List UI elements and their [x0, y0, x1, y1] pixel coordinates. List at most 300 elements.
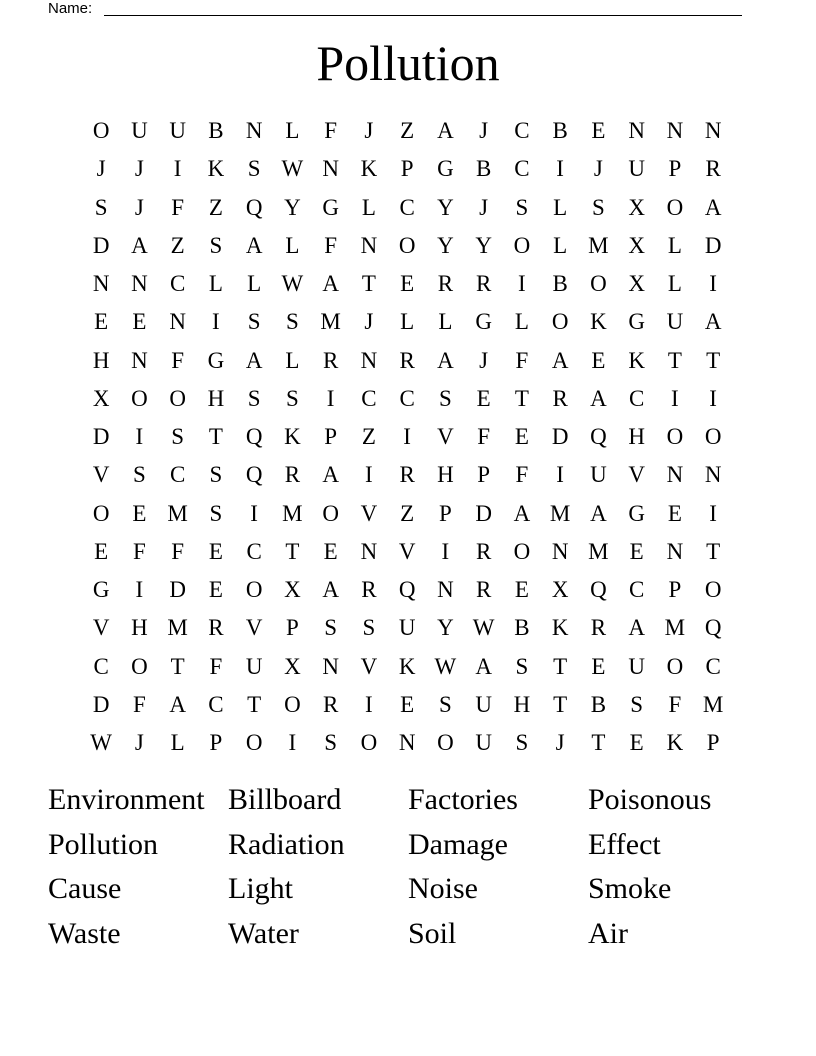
grid-letter[interactable]: R	[399, 347, 415, 373]
grid-letter[interactable]: J	[364, 309, 374, 335]
grid-letter[interactable]: S	[630, 691, 644, 717]
grid-letter[interactable]: S	[285, 309, 299, 335]
grid-letter[interactable]: L	[553, 232, 568, 258]
grid-letter[interactable]: H	[628, 424, 645, 450]
grid-letter[interactable]: N	[360, 347, 378, 373]
grid-letter[interactable]: F	[132, 691, 146, 717]
grid-letter[interactable]: O	[666, 194, 684, 220]
grid-letter[interactable]: J	[134, 156, 144, 182]
grid-letter[interactable]: J	[479, 118, 489, 144]
grid-letter[interactable]: E	[400, 691, 415, 717]
grid-letter[interactable]: S	[247, 309, 261, 335]
word-bank-item: Waste	[48, 916, 121, 950]
grid-letter[interactable]: Q	[704, 615, 722, 641]
grid-letter[interactable]: O	[245, 577, 263, 603]
grid-letter[interactable]: L	[667, 271, 682, 297]
grid-letter[interactable]: Q	[590, 577, 607, 603]
grid-letter[interactable]: I	[365, 462, 373, 488]
grid-letter[interactable]: C	[93, 653, 109, 679]
grid-letter[interactable]: O	[590, 271, 607, 297]
grid-letter[interactable]: U	[475, 730, 492, 756]
grid-letter[interactable]: D	[169, 577, 186, 603]
name-field[interactable]	[48, 0, 742, 18]
grid-letter[interactable]: U	[628, 653, 645, 679]
grid-letter[interactable]: P	[668, 156, 682, 182]
grid-letter[interactable]: T	[170, 653, 185, 679]
grid-letter[interactable]: D	[92, 424, 110, 450]
grid-letter[interactable]: A	[475, 653, 492, 679]
grid-letter[interactable]: G	[207, 347, 225, 373]
grid-letter[interactable]: R	[322, 347, 339, 373]
grid-letter[interactable]: E	[323, 538, 338, 564]
grid-letter[interactable]: F	[171, 194, 185, 220]
grid-letter[interactable]: S	[132, 462, 146, 488]
word-bank-item: Pollution	[48, 827, 159, 861]
grid-letter[interactable]: N	[628, 118, 645, 144]
grid-letter[interactable]: C	[514, 118, 530, 144]
grid-letter[interactable]: O	[704, 577, 722, 603]
grid-letter[interactable]: Y	[437, 194, 454, 220]
grid-letter[interactable]: L	[208, 271, 223, 297]
grid-letter[interactable]: T	[553, 691, 568, 717]
grid-letter[interactable]: D	[475, 500, 492, 526]
grid-letter[interactable]: T	[591, 730, 606, 756]
grid-letter[interactable]: V	[628, 462, 645, 488]
grid-letter[interactable]: U	[590, 462, 607, 488]
grid-letter[interactable]: F	[515, 462, 529, 488]
grid-letter[interactable]: R	[437, 271, 454, 297]
word-bank-item: Damage	[408, 827, 508, 861]
grid-letter[interactable]: B	[208, 118, 224, 144]
grid-letter[interactable]: I	[441, 538, 450, 564]
grid-letter[interactable]: V	[437, 424, 454, 450]
grid-letter[interactable]: I	[288, 730, 297, 756]
grid-letter[interactable]: A	[245, 347, 263, 373]
grid-letter[interactable]: O	[92, 500, 110, 526]
grid-letter[interactable]: U	[628, 156, 645, 182]
grid-letter[interactable]: N	[704, 118, 722, 144]
grid-letter[interactable]: A	[437, 118, 454, 144]
grid-letter[interactable]: C	[628, 577, 645, 603]
grid-letter[interactable]: U	[398, 615, 416, 641]
grid-letter[interactable]: E	[667, 500, 682, 526]
grid-letter[interactable]: V	[398, 538, 416, 564]
grid-letter[interactable]: A	[437, 347, 454, 373]
grid-letter[interactable]: I	[135, 424, 144, 450]
grid-letter[interactable]: F	[324, 118, 338, 144]
grid-letter[interactable]: O	[169, 385, 186, 411]
grid-letter[interactable]: L	[667, 232, 682, 258]
grid-letter[interactable]: P	[477, 462, 491, 488]
grid-letter[interactable]: M	[588, 232, 609, 258]
grid-letter[interactable]: L	[247, 271, 262, 297]
grid-letter[interactable]: Q	[245, 424, 263, 450]
grid-letter[interactable]: J	[593, 156, 603, 182]
grid-letter[interactable]: V	[92, 462, 110, 488]
grid-letter[interactable]: Y	[284, 194, 301, 220]
grid-letter[interactable]: X	[284, 653, 301, 679]
grid-letter[interactable]: I	[709, 271, 717, 297]
grid-letter[interactable]: K	[628, 347, 645, 373]
grid-letter[interactable]: R	[705, 156, 721, 182]
grid-letter[interactable]: N	[666, 118, 684, 144]
grid-letter[interactable]: L	[400, 309, 415, 335]
grid-letter[interactable]: O	[551, 309, 569, 335]
grid-letter[interactable]: I	[403, 424, 411, 450]
grid-letter[interactable]: S	[247, 156, 261, 182]
grid-letter[interactable]: O	[284, 691, 301, 717]
grid-letter[interactable]: T	[514, 385, 529, 411]
grid-letter[interactable]: H	[207, 385, 225, 411]
grid-letter[interactable]: C	[361, 385, 377, 411]
grid-letter[interactable]: A	[590, 385, 607, 411]
grid-letter[interactable]: M	[702, 691, 724, 717]
grid-letter[interactable]: W	[281, 271, 304, 297]
grid-letter[interactable]: O	[360, 730, 378, 756]
grid-letter[interactable]: V	[360, 500, 378, 526]
grid-letter[interactable]: B	[514, 615, 530, 641]
grid-letter[interactable]: W	[472, 615, 495, 641]
grid-letter[interactable]: O	[322, 500, 339, 526]
grid-letter[interactable]: Z	[170, 232, 185, 258]
grid-letter[interactable]: T	[208, 424, 223, 450]
grid-letter[interactable]: P	[668, 577, 682, 603]
grid-letter[interactable]: R	[475, 538, 492, 564]
grid-letter[interactable]: D	[92, 232, 110, 258]
grid-letter[interactable]: Z	[400, 500, 415, 526]
grid-letter[interactable]: H	[513, 691, 531, 717]
grid-letter[interactable]: E	[514, 577, 529, 603]
grid-letter[interactable]: N	[551, 538, 569, 564]
grid-letter[interactable]: L	[514, 309, 529, 335]
grid-letter[interactable]: C	[246, 538, 262, 564]
grid-letter[interactable]: Q	[590, 424, 607, 450]
grid-letter[interactable]: L	[285, 347, 300, 373]
grid-letter[interactable]: P	[324, 424, 338, 450]
grid-letter[interactable]: V	[360, 653, 378, 679]
word-bank-item: Soil	[408, 916, 457, 950]
grid-letter[interactable]: A	[551, 347, 569, 373]
grid-letter[interactable]: T	[361, 271, 376, 297]
grid-letter[interactable]: N	[131, 347, 148, 373]
name-label: Name:	[48, 0, 93, 17]
grid-letter[interactable]: B	[475, 156, 492, 182]
grid-letter[interactable]: K	[666, 730, 684, 756]
grid-letter[interactable]: G	[628, 309, 645, 335]
grid-letter[interactable]: O	[92, 118, 110, 144]
grid-letter[interactable]: O	[437, 730, 454, 756]
grid-letter[interactable]: O	[245, 730, 263, 756]
grid-letter[interactable]: D	[704, 232, 722, 258]
grid-letter[interactable]: K	[398, 653, 416, 679]
grid-letter[interactable]: A	[169, 691, 186, 717]
grid-letter[interactable]: A	[322, 462, 339, 488]
grid-letter[interactable]: S	[515, 730, 529, 756]
grid-letter[interactable]: N	[360, 232, 378, 258]
grid-letter[interactable]: N	[666, 462, 684, 488]
grid-letter[interactable]: T	[285, 538, 300, 564]
grid-letter[interactable]: I	[365, 691, 373, 717]
grid-letter[interactable]: A	[245, 232, 263, 258]
grid-letter[interactable]: S	[324, 730, 338, 756]
word-bank-item: Effect	[588, 827, 661, 861]
grid-letter[interactable]: A	[590, 500, 607, 526]
grid-letter[interactable]: E	[94, 538, 109, 564]
grid-letter[interactable]: A	[131, 232, 148, 258]
grid-letter[interactable]: B	[552, 271, 568, 297]
grid-letter[interactable]: R	[322, 691, 339, 717]
grid-letter[interactable]: M	[664, 615, 686, 641]
grid-letter[interactable]: M	[167, 615, 188, 641]
grid-letter[interactable]: N	[131, 271, 148, 297]
grid-letter[interactable]: W	[281, 156, 304, 182]
grid-letter[interactable]: M	[282, 500, 303, 526]
grid-letter[interactable]: U	[131, 118, 148, 144]
grid-letter[interactable]: S	[438, 691, 452, 717]
grid-letter[interactable]: E	[94, 309, 109, 335]
grid-letter[interactable]: T	[553, 653, 568, 679]
grid-letter[interactable]: R	[475, 271, 492, 297]
grid-letter[interactable]: X	[284, 577, 301, 603]
grid-letter[interactable]: K	[590, 309, 607, 335]
grid-letter[interactable]: E	[591, 118, 606, 144]
grid-letter[interactable]: C	[705, 653, 721, 679]
grid-letter[interactable]: H	[92, 347, 110, 373]
grid-letter[interactable]: N	[92, 271, 110, 297]
grid-letter[interactable]: E	[514, 424, 529, 450]
grid-letter[interactable]: J	[479, 194, 489, 220]
grid-letter[interactable]: S	[285, 385, 299, 411]
grid-letter[interactable]: U	[475, 691, 492, 717]
grid-letter[interactable]: F	[477, 424, 491, 450]
grid-letter[interactable]: P	[438, 500, 452, 526]
grid-letter[interactable]: N	[437, 577, 454, 603]
grid-letter[interactable]: T	[706, 347, 721, 373]
grid-letter[interactable]: I	[135, 577, 144, 603]
word-bank-item: Smoke	[588, 872, 672, 905]
grid-letter[interactable]: X	[628, 232, 645, 258]
grid-letter[interactable]: U	[245, 653, 263, 679]
grid-letter[interactable]: C	[399, 385, 415, 411]
grid-letter[interactable]: S	[515, 194, 529, 220]
grid-letter[interactable]: K	[360, 156, 378, 182]
grid-letter[interactable]: Y	[437, 615, 454, 641]
grid-letter[interactable]: C	[399, 194, 415, 220]
grid-letter[interactable]: I	[709, 500, 717, 526]
grid-letter[interactable]: E	[400, 271, 415, 297]
grid-letter[interactable]: I	[326, 385, 335, 411]
grid-letter[interactable]: I	[709, 385, 717, 411]
grid-letter[interactable]: S	[209, 500, 223, 526]
grid-letter[interactable]: A	[322, 577, 339, 603]
grid-letter[interactable]: H	[131, 615, 148, 641]
grid-letter[interactable]: O	[513, 538, 531, 564]
grid-letter[interactable]: L	[285, 118, 300, 144]
grid-letter[interactable]: S	[171, 424, 185, 450]
grid-letter[interactable]: M	[167, 500, 188, 526]
grid-letter[interactable]: S	[591, 194, 605, 220]
grid-letter[interactable]: N	[398, 730, 416, 756]
grid-letter[interactable]: F	[515, 347, 529, 373]
grid-letter[interactable]: I	[250, 500, 258, 526]
grid-letter[interactable]: L	[361, 194, 376, 220]
grid-letter[interactable]: V	[245, 615, 263, 641]
grid-letter[interactable]: I	[556, 156, 564, 182]
grid-letter[interactable]: E	[208, 577, 223, 603]
grid-letter[interactable]: E	[591, 653, 606, 679]
grid-letter[interactable]: C	[514, 156, 530, 182]
grid-letter[interactable]: F	[324, 232, 338, 258]
grid-letter[interactable]: G	[322, 194, 339, 220]
grid-letter[interactable]: C	[628, 385, 645, 411]
grid-letter[interactable]: R	[399, 462, 415, 488]
grid-letter[interactable]: N	[360, 538, 378, 564]
grid-letter[interactable]: A	[322, 271, 339, 297]
grid-letter[interactable]: Y	[437, 232, 454, 258]
grid-letter[interactable]: I	[671, 385, 679, 411]
grid-letter[interactable]: Q	[398, 577, 416, 603]
grid-letter[interactable]: R	[208, 615, 224, 641]
grid-letter[interactable]: A	[704, 309, 722, 335]
grid-letter[interactable]: A	[513, 500, 531, 526]
grid-letter[interactable]: O	[398, 232, 416, 258]
grid-letter[interactable]: K	[551, 615, 569, 641]
grid-letter[interactable]: O	[666, 424, 684, 450]
grid-letter[interactable]: E	[208, 538, 223, 564]
grid-letter[interactable]: J	[134, 194, 144, 220]
word-bank-item: Poisonous	[588, 783, 712, 816]
grid-letter[interactable]: F	[171, 347, 185, 373]
grid-letter[interactable]: E	[629, 730, 644, 756]
grid-letter[interactable]: C	[208, 691, 224, 717]
grid-letter[interactable]: R	[361, 577, 377, 603]
grid-letter[interactable]: I	[556, 462, 564, 488]
grid-letter[interactable]: G	[475, 309, 492, 335]
grid-letter[interactable]: S	[362, 615, 376, 641]
grid-letter[interactable]: L	[553, 194, 568, 220]
grid-letter[interactable]: R	[284, 462, 301, 488]
grid-letter[interactable]: S	[209, 462, 223, 488]
grid-letter[interactable]: Z	[361, 424, 376, 450]
grid-letter[interactable]: A	[704, 194, 722, 220]
grid-letter[interactable]: S	[247, 385, 261, 411]
grid-letter[interactable]: M	[549, 500, 571, 526]
grid-letter[interactable]: F	[132, 538, 146, 564]
grid-letter[interactable]: V	[92, 615, 110, 641]
grid-letter[interactable]: S	[324, 615, 338, 641]
grid-letter[interactable]: L	[170, 730, 185, 756]
grid-letter[interactable]: A	[628, 615, 645, 641]
grid-letter[interactable]: E	[476, 385, 491, 411]
grid-letter[interactable]: M	[320, 309, 341, 335]
grid-letter[interactable]: B	[590, 691, 607, 717]
grid-letter[interactable]: W	[90, 730, 112, 756]
grid-letter[interactable]: F	[209, 653, 223, 679]
grid-letter[interactable]: P	[400, 156, 414, 182]
grid-letter[interactable]: G	[92, 577, 110, 603]
grid-letter[interactable]: S	[515, 653, 529, 679]
grid-letter[interactable]: N	[322, 156, 339, 182]
grid-letter[interactable]: J	[134, 730, 144, 756]
grid-letter[interactable]: M	[588, 538, 609, 564]
grid-letter[interactable]: J	[364, 118, 374, 144]
grid-letter[interactable]: F	[171, 538, 185, 564]
grid-letter[interactable]: R	[475, 577, 492, 603]
grid-letter[interactable]: T	[667, 347, 682, 373]
grid-letter[interactable]: J	[96, 156, 106, 182]
grid-letter[interactable]: K	[284, 424, 301, 450]
grid-letter[interactable]: D	[551, 424, 569, 450]
grid-letter[interactable]: Q	[245, 194, 263, 220]
grid-letter[interactable]: K	[207, 156, 225, 182]
grid-letter[interactable]: J	[479, 347, 489, 373]
grid-letter[interactable]: J	[555, 730, 565, 756]
grid-letter[interactable]: X	[92, 385, 110, 411]
grid-letter[interactable]: P	[706, 730, 720, 756]
grid-letter[interactable]: X	[551, 577, 569, 603]
grid-letter[interactable]: O	[513, 232, 531, 258]
grid-letter[interactable]: E	[132, 500, 147, 526]
grid-letter[interactable]: O	[131, 385, 148, 411]
grid-letter[interactable]: H	[437, 462, 454, 488]
grid-letter[interactable]: P	[285, 615, 299, 641]
grid-letter[interactable]: G	[628, 500, 645, 526]
grid-letter[interactable]: U	[169, 118, 186, 144]
word-bank-item: Billboard	[228, 783, 342, 816]
grid-letter[interactable]: Z	[208, 194, 223, 220]
grid-letter[interactable]: L	[285, 232, 300, 258]
grid-letter[interactable]: T	[247, 691, 262, 717]
grid-letter[interactable]: E	[132, 309, 147, 335]
grid-letter[interactable]: D	[92, 691, 110, 717]
grid-letter[interactable]: U	[666, 309, 684, 335]
grid-letter[interactable]: X	[628, 271, 645, 297]
grid-letter[interactable]: I	[173, 156, 182, 182]
grid-letter[interactable]: Y	[475, 232, 492, 258]
grid-letter[interactable]: G	[437, 156, 454, 182]
grid-letter[interactable]: Z	[400, 118, 415, 144]
grid-letter[interactable]: C	[169, 462, 186, 488]
grid-letter[interactable]: N	[169, 309, 186, 335]
grid-letter[interactable]: S	[209, 232, 223, 258]
grid-letter[interactable]: P	[209, 730, 223, 756]
word-bank-item: Cause	[48, 872, 122, 905]
grid-letter[interactable]: B	[552, 118, 568, 144]
grid-letter[interactable]: X	[628, 194, 645, 220]
grid-letter[interactable]: N	[322, 653, 339, 679]
grid-letter[interactable]: N	[666, 538, 684, 564]
grid-letter[interactable]: O	[704, 424, 722, 450]
grid-letter[interactable]: E	[591, 347, 606, 373]
grid-letter[interactable]: N	[245, 118, 263, 144]
grid-letter[interactable]: Q	[245, 462, 263, 488]
grid-letter[interactable]: O	[131, 653, 148, 679]
grid-letter[interactable]: R	[552, 385, 568, 411]
grid-letter[interactable]: C	[169, 271, 186, 297]
grid-letter[interactable]: R	[590, 615, 607, 641]
grid-letter[interactable]: T	[706, 538, 721, 564]
grid-letter[interactable]: L	[438, 309, 453, 335]
grid-letter[interactable]: N	[704, 462, 722, 488]
grid-letter[interactable]: S	[94, 194, 108, 220]
grid-letter[interactable]: F	[668, 691, 682, 717]
grid-letter[interactable]: I	[518, 271, 526, 297]
grid-letter[interactable]: S	[438, 385, 452, 411]
grid-letter[interactable]: O	[666, 653, 684, 679]
grid-letter[interactable]: I	[212, 309, 220, 335]
grid-letter[interactable]: W	[434, 653, 457, 679]
grid-letter[interactable]: E	[629, 538, 644, 564]
